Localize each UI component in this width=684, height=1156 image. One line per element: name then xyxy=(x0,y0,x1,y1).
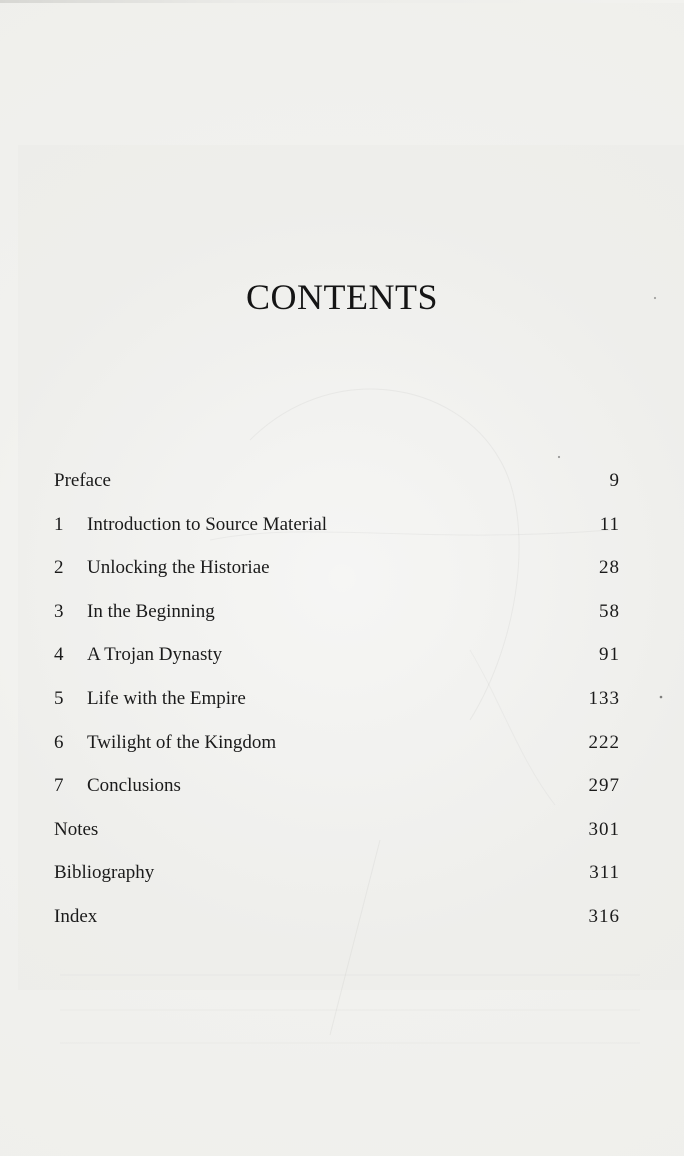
toc-entry-page: 11 xyxy=(599,513,620,535)
toc-entry-preface xyxy=(54,466,620,510)
toc-entry-chapter-2 xyxy=(54,553,620,597)
toc-entry-label: Life with the Empire xyxy=(87,687,246,709)
toc-entry-page: 316 xyxy=(588,905,620,927)
toc-entry-label: Introduction to Source Material xyxy=(87,513,328,535)
table-of-contents xyxy=(54,466,620,946)
toc-entry-number: 7 xyxy=(54,775,64,797)
toc-entry-label: Twilight of the Kingdom xyxy=(87,731,277,753)
toc-entry-page: 222 xyxy=(588,731,620,753)
toc-entry-number: 5 xyxy=(54,687,64,709)
toc-entry-page: 301 xyxy=(588,818,620,840)
toc-entry-number: 1 xyxy=(54,513,64,535)
toc-entry-number: 4 xyxy=(54,644,64,666)
page-title: CONTENTS xyxy=(246,277,438,317)
toc-entry-page: 91 xyxy=(599,644,620,666)
toc-entry-chapter-4 xyxy=(54,640,620,684)
toc-entry-bibliography xyxy=(54,858,620,902)
toc-entry-label: A Trojan Dynasty xyxy=(87,644,223,666)
toc-entry-label: Index xyxy=(54,905,98,927)
toc-entry-number: 2 xyxy=(54,557,64,579)
toc-entry-page: 133 xyxy=(588,687,620,709)
toc-entry-page: 297 xyxy=(588,775,620,797)
toc-entry-chapter-3 xyxy=(54,597,620,641)
toc-entry-page: 311 xyxy=(589,862,620,884)
toc-entry-number: 6 xyxy=(54,731,64,753)
toc-entry-index xyxy=(54,902,620,946)
toc-entry-page: 9 xyxy=(609,470,620,491)
page-top-edge xyxy=(0,0,684,3)
toc-entry-label: Preface xyxy=(54,470,111,491)
toc-entry-page: 28 xyxy=(599,557,620,579)
toc-entry-label: Conclusions xyxy=(87,775,181,797)
toc-entry-chapter-6 xyxy=(54,728,620,772)
toc-entry-chapter-1 xyxy=(54,510,620,554)
toc-entry-chapter-5 xyxy=(54,684,620,728)
toc-entry-page: 58 xyxy=(599,600,620,622)
toc-entry-label: In the Beginning xyxy=(87,600,215,622)
toc-entry-notes xyxy=(54,815,620,859)
toc-entry-label: Notes xyxy=(54,818,99,840)
toc-entry-number: 3 xyxy=(54,600,64,622)
toc-entry-label: Unlocking the Historiae xyxy=(87,557,270,579)
toc-entry-label: Bibliography xyxy=(54,862,155,884)
toc-entry-chapter-7 xyxy=(54,771,620,815)
